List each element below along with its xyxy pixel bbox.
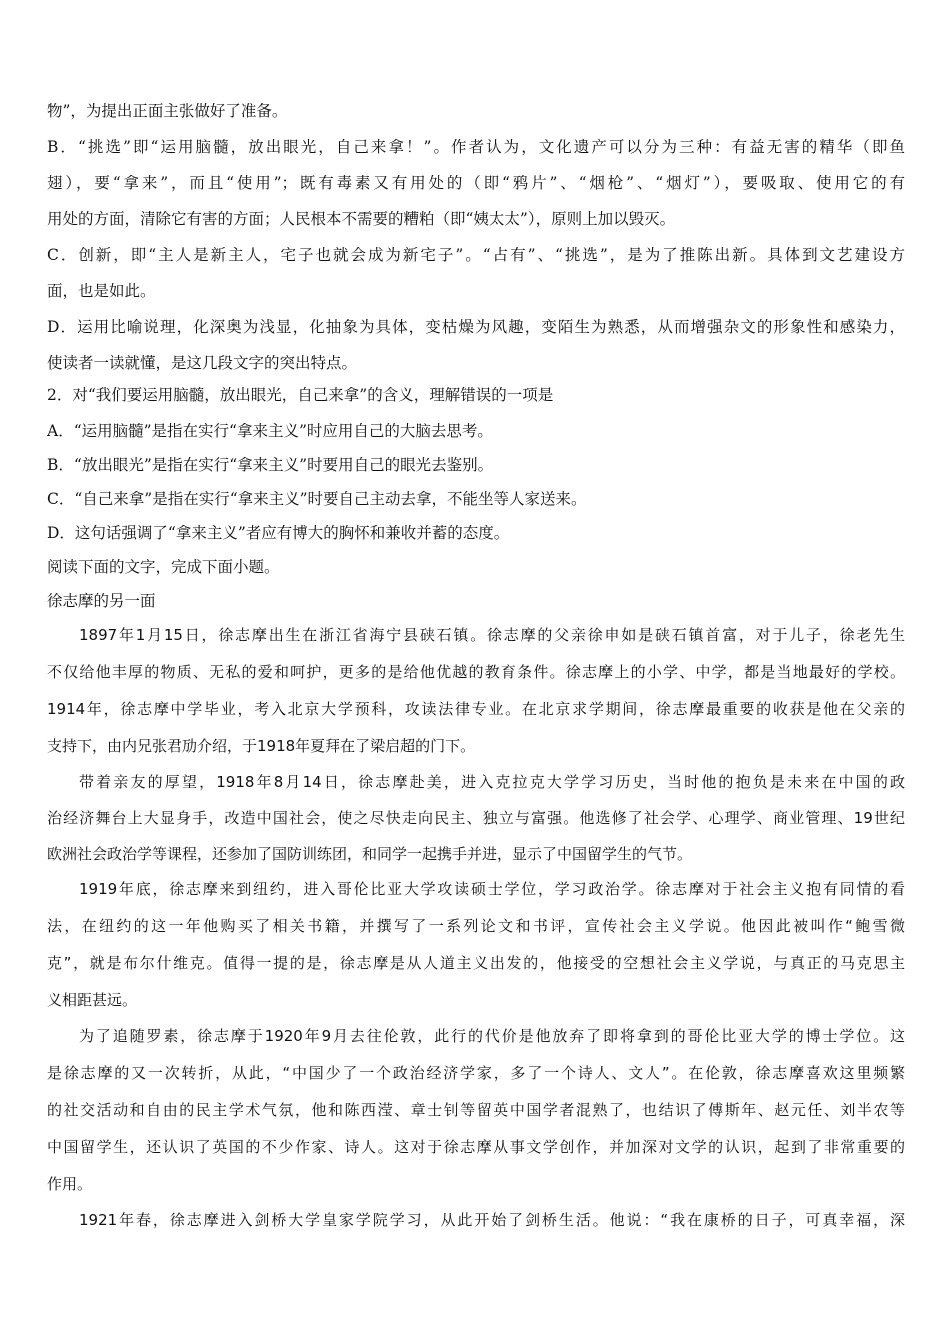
text-line: 使读者一读就懂，是这几段文字的突出特点。	[47, 354, 358, 372]
reading-instruction: 阅读下面的文字，完成下面小题。	[47, 558, 280, 576]
paragraph-line: 作用。	[47, 1175, 93, 1193]
text-line: 用处的方面，清除它有害的方面；人民根本不需要的糟粕（即“姨太太”），原则上加以毁灭。	[47, 210, 676, 228]
paragraph-line: 的社交活动和自由的民主学术气氛，他和陈西滢、章士钊等留英中国学者混熟了，也结识了傅斯年、赵元任、刘半农等	[47, 1101, 905, 1119]
text-line: 面，也是如此。	[47, 282, 156, 300]
text-line: 翅），要“拿来”，而且“使用”；既有毒素又有用处的（即“鸦片”、“烟枪”、“烟灯”），要吸取、使用它的有	[47, 174, 905, 192]
paragraph-line: 带着亲友的厚望，1918年8月14日，徐志摩赴美，进入克拉克大学学习历史，当时他的抱负是未来在中国的政	[79, 773, 905, 791]
paragraph-line: 克”，就是布尔什维克。值得一提的是，徐志摩是从人道主义出发的，他接受的空想社会主义学说，与真正的马克思主	[47, 954, 905, 972]
paragraph-line: 1919年底，徐志摩来到纽约，进入哥伦比亚大学攻读硕士学位，学习政治学。徐志摩对于社会主义抱有同情的看	[79, 880, 905, 898]
paragraph-line: 1914年，徐志摩中学毕业，考入北京大学预科，攻读法律专业。在北京求学期间，徐志摩最重要的收获是他在父亲的	[47, 700, 905, 718]
paragraph-line: 1897年1月15日，徐志摩出生在浙江省海宁县硖石镇。徐志摩的父亲徐申如是硖石镇首富，对于儿子，徐老先生	[79, 626, 905, 644]
paragraph-line: 欧洲社会政治学等课程，还参加了国防训练团，和同学一起携手并进，显示了中国留学生的气节。	[47, 845, 693, 863]
text-line: 物”，为提出正面主张做好了准备。	[47, 102, 288, 120]
option-d: D．这句话强调了“拿来主义”者应有博大的胸怀和兼收并蓄的态度。	[47, 524, 510, 542]
paragraph-line: 中国留学生，还认识了英国的不少作家、诗人。这对于徐志摩从事文学创作，并加深对文学的认识，起到了非常重要的	[47, 1138, 905, 1156]
option-c: C．“自己来拿”是指在实行“拿来主义”时要自己主动去拿，不能坐等人家送来。	[47, 490, 587, 508]
paragraph-line: 1921年春，徐志摩进入剑桥大学皇家学院学习，从此开始了剑桥生活。他说：“我在康桥的日子，可真幸福，深	[79, 1211, 905, 1229]
paragraph-line: 不仅给他丰厚的物质、无私的爱和呵护，更多的是给他优越的教育条件。徐志摩上的小学、中学，都是当地最好的学校。	[47, 663, 905, 681]
question-2: 2．对“我们要运用脑髓，放出眼光，自己来拿”的含义，理解错误的一项是	[47, 386, 554, 404]
article-title: 徐志摩的另一面	[47, 592, 156, 610]
paragraph-line: 支持下，由内兄张君劢介绍，于1918年夏拜在了梁启超的门下。	[47, 737, 476, 755]
paragraph-line: 治经济舞台上大显身手，改造中国社会，使之尽快走向民主、独立与富强。他选修了社会学、心理学、商业管理、19世纪	[47, 809, 905, 827]
option-c-line: C．创新，即“主人是新主人，宅子也就会成为新宅子”。“占有”、“挑选”，是为了推陈出新。具体到文艺建设方	[47, 246, 905, 264]
option-d-line: D．运用比喻说理，化深奥为浅显，化抽象为具体，变枯燥为风趣，变陌生为熟悉，从而增强杂文的形象性和感染力，	[47, 318, 905, 336]
option-b: B．“放出眼光”是指在实行“拿来主义”时要用自己的眼光去鉴别。	[47, 456, 494, 474]
paragraph-line: 法，在纽约的这一年他购买了相关书籍，并撰写了一系列论文和书评，宣传社会主义学说。他因此被叫作“鲍雪微	[47, 917, 905, 935]
paragraph-line: 为了追随罗素，徐志摩于1920年9月去往伦敦，此行的代价是他放弃了即将拿到的哥伦比亚大学的博士学位。这	[79, 1027, 905, 1045]
paragraph-line: 是徐志摩的又一次转折，从此，“中国少了一个政治经济学家，多了一个诗人、文人”。在伦敦，徐志摩喜欢这里频繁	[47, 1064, 905, 1082]
option-b-line: B．“挑选”即“运用脑髓，放出眼光，自己来拿！”。作者认为，文化遗产可以分为三种：有益无害的精华（即鱼	[47, 138, 905, 156]
paragraph-line: 义相距甚远。	[47, 991, 138, 1009]
option-a: A．“运用脑髓”是指在实行“拿来主义”时应用自己的大脑去思考。	[47, 422, 493, 440]
